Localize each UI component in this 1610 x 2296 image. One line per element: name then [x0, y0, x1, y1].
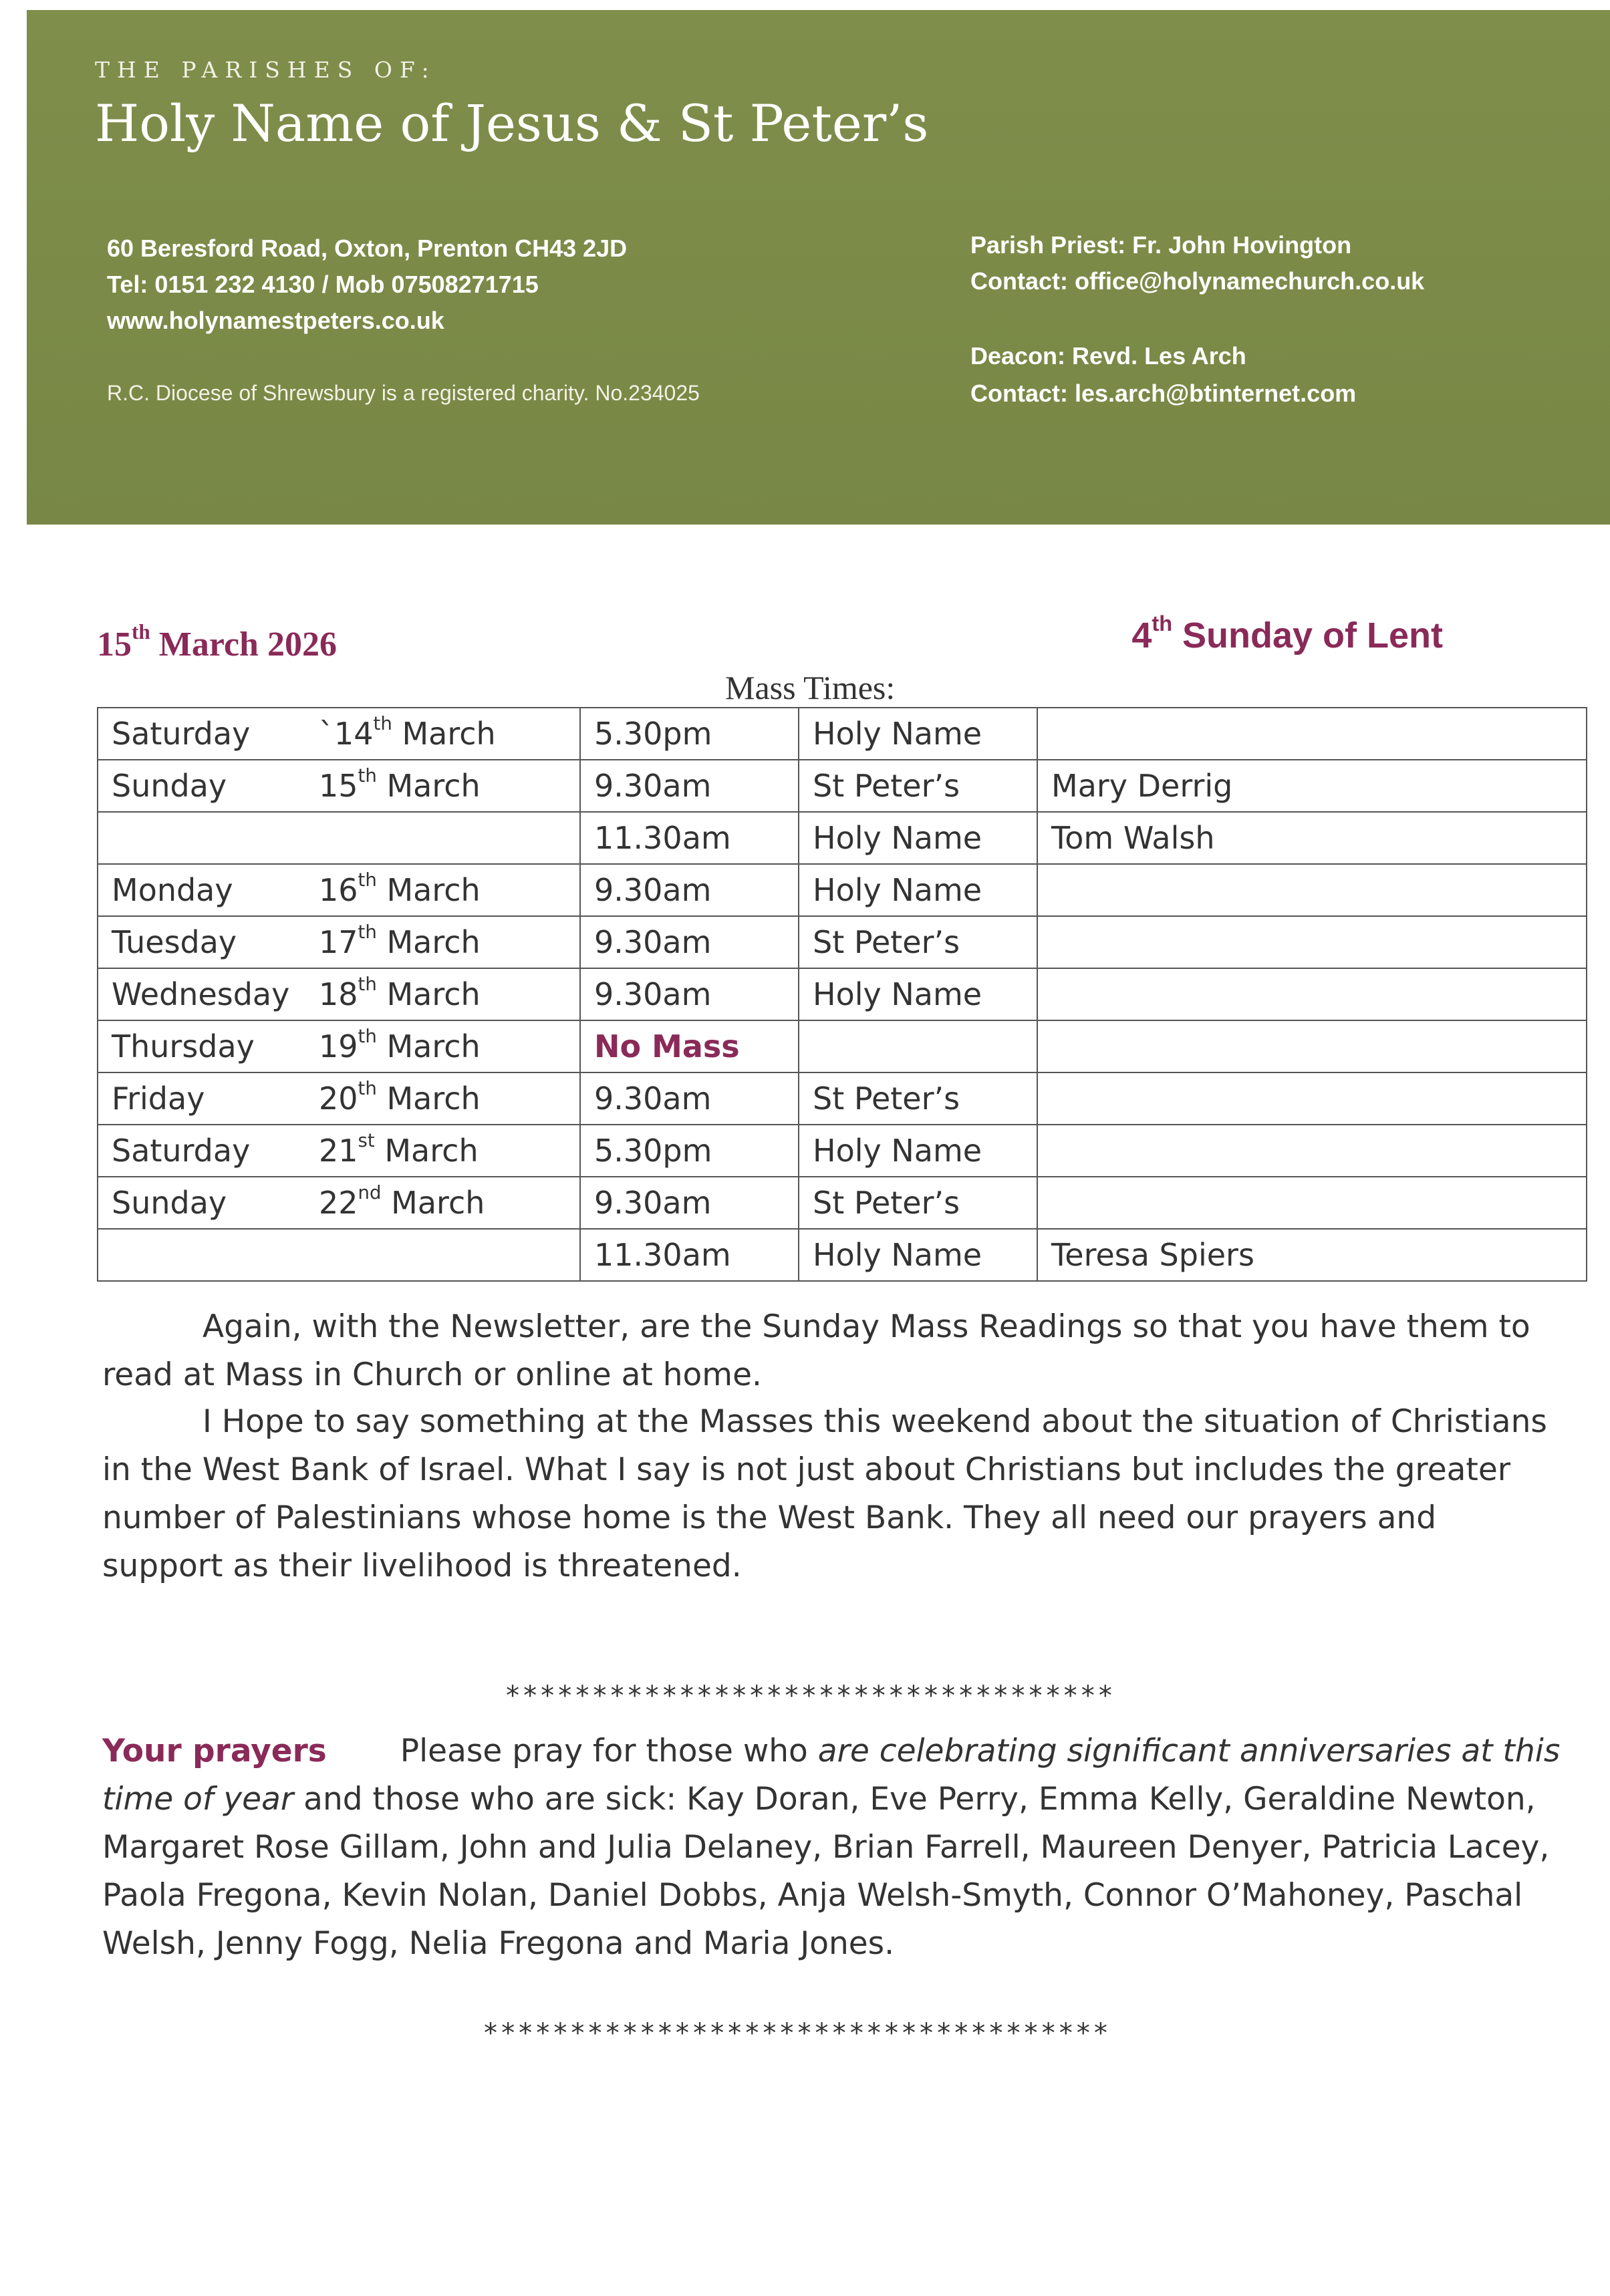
mass-row [98, 916, 1587, 968]
priest-contact[interactable]: Contact: office@holynamechurch.co.uk [970, 267, 1425, 295]
readings-paragraph: Again, with the Newsletter, are the Sunday Mass Readings so that you have them to read at Mass in Church or online at home. [102, 1308, 1530, 1393]
separator-line: *********************************** [505, 1681, 1115, 1711]
deacon-block [970, 337, 1356, 412]
day-name: Wednesday [112, 976, 290, 1012]
day-date-cell [98, 760, 580, 812]
mass-row [98, 864, 1587, 916]
header-banner [27, 10, 1610, 525]
prayers-label: Your prayers [102, 1733, 327, 1769]
church-name: Holy Name [799, 864, 1037, 916]
mass-row [98, 1072, 1587, 1125]
day-name: Sunday [112, 1185, 227, 1221]
mass-row [98, 1125, 1587, 1177]
website-link[interactable]: www.holynamestpeters.co.uk [107, 307, 444, 334]
date-value: 19th March [319, 1025, 481, 1064]
parishes-kicker: THE PARISHES OF: [95, 57, 436, 83]
mass-time: 11.30am [580, 1229, 799, 1281]
day-name: Friday [112, 1081, 205, 1117]
date-value: 15th March [319, 764, 481, 804]
mass-time: 11.30am [580, 812, 799, 864]
phone: Tel: 0151 232 4130 / Mob 07508271715 [107, 271, 539, 298]
mass-row [98, 968, 1587, 1020]
mass-row [98, 1177, 1587, 1229]
day-name: Thursday [112, 1028, 255, 1064]
mass-intention [1037, 1072, 1587, 1125]
date-value: 16th March [319, 869, 481, 908]
date-value: 22nd March [319, 1181, 485, 1221]
mass-time: 9.30am [580, 760, 799, 812]
mass-intention [1037, 1125, 1587, 1177]
day-name: Monday [112, 872, 233, 908]
date-value: 20th March [319, 1077, 481, 1117]
address: 60 Beresford Road, Oxton, Prenton CH43 2JD [107, 235, 628, 262]
mass-row [98, 1020, 1587, 1072]
church-name: Holy Name [799, 1229, 1037, 1281]
mass-time: 9.30am [580, 864, 799, 916]
church-name [799, 1020, 1037, 1072]
mass-row [98, 1229, 1587, 1281]
day-date-cell [98, 1229, 580, 1281]
west-bank-paragraph: I Hope to say something at the Masses this weekend about the situation of Christians in the West Bank of Israel. What I say is not just about Christians but includes the greater number of Palestinians whose home is the West Bank. They all need our prayers and support as their livelihood is threatened. [102, 1403, 1547, 1584]
day-date-cell [98, 1020, 580, 1072]
church-name: St Peter’s [799, 1072, 1037, 1125]
day-date-cell [98, 1072, 580, 1125]
mass-row [98, 708, 1587, 760]
mass-intention [1037, 916, 1587, 968]
church-name: Holy Name [799, 812, 1037, 864]
church-name: Holy Name [799, 1125, 1037, 1177]
mass-time: 9.30am [580, 1072, 799, 1125]
date-value: `14th March [319, 712, 496, 752]
date-value: 21st March [319, 1129, 479, 1169]
prayers-paragraph: Your prayers Please pray for those who are celebrating significant anniversaries at this time of year and those who are sick: Kay Doran, Eve Perry, Emma Kelly, Geraldine Newton, Margaret Rose Gillam, John and Julia Delaney, Brian Farrell, Maureen Denyer, Patricia Lacey, Paola Fregona, Kevin Nolan, Daniel Dobbs, Anja Welsh-Smyth, Connor O’Mahoney, Paschal Welsh, Jenny Fogg, Nelia Fregona and Maria Jones. [102, 1733, 1561, 1962]
day-date-cell [98, 916, 580, 968]
mass-intention: Mary Derrig [1037, 760, 1587, 812]
day-date-cell [98, 968, 580, 1020]
day-date-cell [98, 1177, 580, 1229]
day-date-cell [98, 864, 580, 916]
mass-times-table [97, 707, 1587, 1282]
date-value: 18th March [319, 973, 481, 1012]
mass-time: 5.30pm [580, 708, 799, 760]
day-date-cell [98, 708, 580, 760]
mass-intention: Teresa Spiers [1037, 1229, 1587, 1281]
day-name: Saturday [112, 1133, 251, 1169]
day-name: Saturday [112, 716, 251, 752]
mass-intention: Tom Walsh [1037, 812, 1587, 864]
charity-notice: R.C. Diocese of Shrewsbury is a registered charity. No.234025 [107, 381, 700, 405]
date-value: 17th March [319, 921, 481, 960]
day-date-cell [98, 812, 580, 864]
mass-intention [1037, 968, 1587, 1020]
mass-intention [1037, 1020, 1587, 1072]
priest-name: Parish Priest: Fr. John Hovington [970, 231, 1352, 259]
mass-row [98, 760, 1587, 812]
deacon-contact[interactable]: Contact: les.arch@btinternet.com [970, 380, 1357, 407]
mass-time: 9.30am [580, 1177, 799, 1229]
deacon-name: Deacon: Revd. Les Arch [970, 342, 1246, 370]
church-name: St Peter’s [799, 916, 1037, 968]
church-name: Holy Name [799, 968, 1037, 1020]
mass-time: No Mass [580, 1020, 799, 1072]
church-name: St Peter’s [799, 1177, 1037, 1229]
newsletter-date: 15th March 2026 [97, 620, 337, 664]
mass-time: 9.30am [580, 916, 799, 968]
separator-line-bottom: ************************************ [483, 2018, 1110, 2049]
mass-row [98, 812, 1587, 864]
church-name: Holy Name [799, 708, 1037, 760]
liturgical-sunday: 4th Sunday of Lent [1131, 611, 1443, 656]
day-name: Sunday [112, 768, 227, 804]
mass-time: 5.30pm [580, 1125, 799, 1177]
mass-intention [1037, 1177, 1587, 1229]
day-date-cell [98, 1125, 580, 1177]
church-name: St Peter’s [799, 760, 1037, 812]
parish-contact-block [107, 231, 627, 339]
parish-title: Holy Name of Jesus & St Peter’s [95, 94, 929, 153]
priest-block [970, 227, 1424, 299]
mass-time: 9.30am [580, 968, 799, 1020]
mass-intention [1037, 708, 1587, 760]
day-name: Tuesday [112, 924, 237, 960]
mass-intention [1037, 864, 1587, 916]
mass-times-heading: Mass Times: [725, 669, 896, 706]
